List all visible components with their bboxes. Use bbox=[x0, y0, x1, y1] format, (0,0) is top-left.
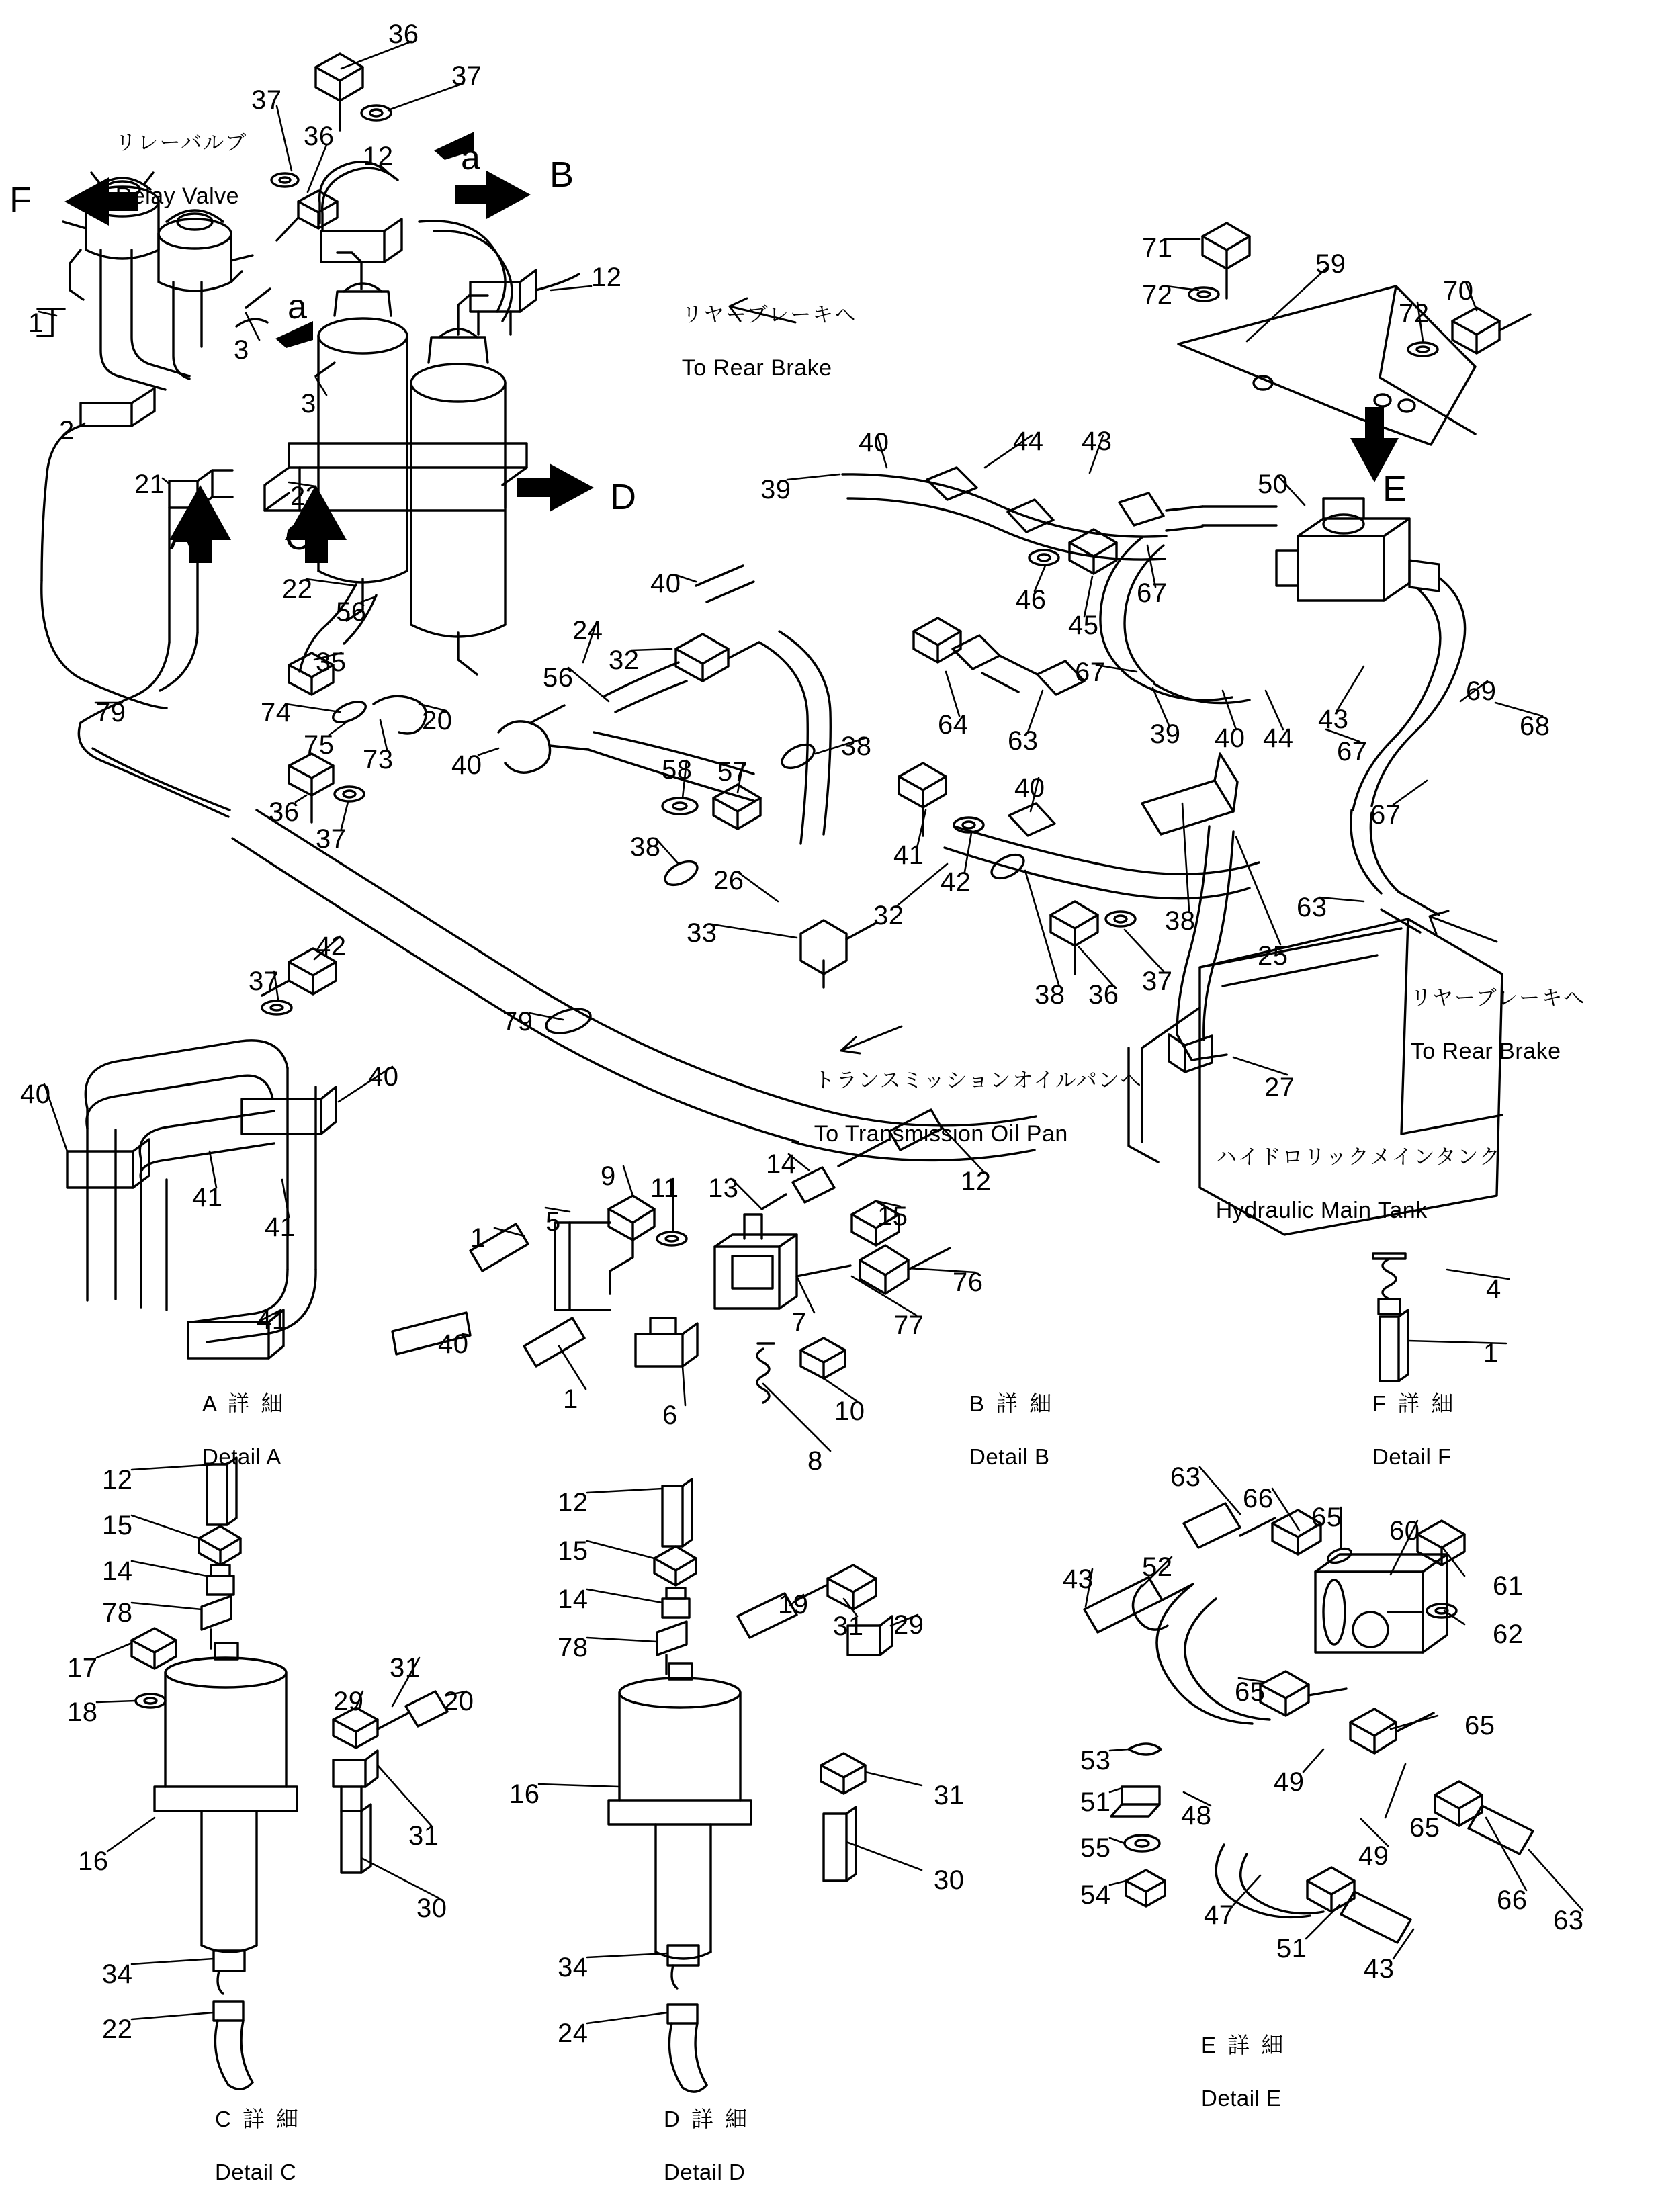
detail-title-c-en: Detail C bbox=[215, 2159, 297, 2184]
item-number: 64 bbox=[938, 710, 969, 740]
caption-to-rear-brake-top-en: To Rear Brake bbox=[681, 355, 832, 382]
item-number: 22 bbox=[282, 574, 313, 604]
item-number: 76 bbox=[953, 1268, 983, 1297]
item-number: 38 bbox=[630, 832, 661, 862]
detail-title-b-jp: B 詳 細 bbox=[969, 1390, 1055, 1416]
section-mark-b: B bbox=[550, 154, 574, 195]
item-number: 54 bbox=[1080, 1880, 1111, 1910]
section-mark-c: C bbox=[285, 517, 312, 558]
item-number: 1 bbox=[563, 1384, 578, 1414]
item-number: 21 bbox=[134, 470, 165, 499]
detail-title-b-en: Detail B bbox=[969, 1444, 1050, 1469]
item-number: 40 bbox=[859, 428, 889, 457]
item-number: 2 bbox=[59, 416, 75, 445]
item-number: 49 bbox=[1358, 1841, 1389, 1871]
item-number: 38 bbox=[1035, 980, 1065, 1010]
caption-to-transmission-oil-pan-jp: トランスミッションオイルパンへ bbox=[814, 1069, 1143, 1093]
detail-title-f bbox=[1333, 1364, 1456, 1497]
item-number: 52 bbox=[1142, 1552, 1173, 1582]
item-number: 39 bbox=[1150, 719, 1181, 749]
item-number: 47 bbox=[1204, 1900, 1235, 1930]
item-number: 38 bbox=[1165, 906, 1196, 936]
caption-relay-valve-jp: リレーバルブ bbox=[115, 131, 248, 155]
item-number: 59 bbox=[1315, 249, 1346, 279]
item-number: 37 bbox=[251, 85, 282, 115]
item-number: 63 bbox=[1297, 893, 1327, 922]
section-mark-d: D bbox=[610, 477, 637, 517]
item-number: 24 bbox=[558, 2019, 588, 2048]
item-number: 30 bbox=[417, 1894, 447, 1923]
item-number: 32 bbox=[609, 646, 640, 675]
item-number: 35 bbox=[316, 648, 347, 677]
item-number: 46 bbox=[1016, 585, 1047, 615]
item-number: 12 bbox=[363, 142, 394, 171]
item-number: 40 bbox=[20, 1079, 51, 1109]
item-number: 74 bbox=[261, 698, 292, 727]
item-number: 3 bbox=[301, 389, 316, 418]
item-number: 1 bbox=[28, 308, 44, 338]
item-number: 14 bbox=[558, 1585, 588, 1614]
item-number: 44 bbox=[1013, 427, 1044, 456]
item-number: 11 bbox=[650, 1174, 679, 1203]
section-mark-a-small-2: a bbox=[288, 287, 308, 326]
item-number: 7 bbox=[791, 1308, 807, 1337]
item-number: 12 bbox=[558, 1488, 588, 1517]
item-number: 24 bbox=[572, 616, 603, 646]
item-number: 12 bbox=[961, 1167, 992, 1196]
item-number: 57 bbox=[717, 757, 748, 787]
item-number: 65 bbox=[1311, 1503, 1342, 1532]
item-number: 33 bbox=[687, 918, 717, 948]
top-fittings bbox=[271, 54, 579, 335]
valve-50-assembly bbox=[1166, 498, 1465, 932]
item-number: 48 bbox=[1181, 1801, 1212, 1830]
detail-title-e-jp: E 詳 細 bbox=[1201, 2032, 1286, 2058]
item-number: 41 bbox=[192, 1183, 223, 1212]
detail-title-c-jp: C 詳 細 bbox=[215, 2106, 302, 2131]
detail-f-drawing bbox=[1373, 1253, 1408, 1381]
item-number: 36 bbox=[304, 122, 335, 151]
item-number: 9 bbox=[601, 1161, 616, 1191]
item-number: 16 bbox=[78, 1847, 109, 1876]
item-number: 43 bbox=[1364, 1954, 1395, 1984]
item-number: 78 bbox=[102, 1598, 133, 1628]
item-number: 56 bbox=[543, 663, 574, 693]
item-number: 69 bbox=[1466, 676, 1497, 706]
item-number: 68 bbox=[1520, 711, 1550, 741]
caption-to-rear-brake-right bbox=[1370, 957, 1585, 1092]
item-number: 40 bbox=[1014, 773, 1045, 803]
bracket-59 bbox=[1178, 223, 1530, 445]
item-number: 56 bbox=[336, 597, 367, 627]
item-number: 23 bbox=[290, 482, 321, 511]
item-number: 40 bbox=[438, 1329, 469, 1359]
item-number: 15 bbox=[558, 1536, 588, 1566]
caption-to-transmission-oil-pan bbox=[774, 1040, 1143, 1175]
item-number: 36 bbox=[1088, 980, 1119, 1010]
item-number: 53 bbox=[1080, 1746, 1111, 1775]
item-number: 43 bbox=[1082, 427, 1112, 456]
item-number: 40 bbox=[451, 750, 482, 780]
section-mark-e: E bbox=[1383, 469, 1407, 509]
item-number: 1 bbox=[470, 1223, 486, 1253]
item-number: 38 bbox=[841, 732, 872, 761]
detail-title-f-jp: F 詳 細 bbox=[1372, 1390, 1456, 1416]
item-number: 37 bbox=[451, 61, 482, 91]
item-number: 37 bbox=[316, 824, 347, 854]
item-number: 13 bbox=[708, 1174, 739, 1203]
item-number: 29 bbox=[333, 1687, 364, 1716]
section-mark-a-small: a bbox=[461, 138, 481, 177]
item-number: 25 bbox=[1258, 941, 1288, 971]
item-number: 1 bbox=[1483, 1339, 1499, 1368]
item-number: 67 bbox=[1370, 800, 1401, 830]
detail-title-d bbox=[625, 2079, 750, 2212]
right-pipe-runs bbox=[842, 468, 1259, 1060]
item-number: 73 bbox=[363, 745, 394, 775]
caption-to-rear-brake-right-jp: リヤーブレーキへ bbox=[1410, 986, 1586, 1010]
item-number: 27 bbox=[1264, 1073, 1295, 1102]
item-number: 55 bbox=[1080, 1833, 1111, 1863]
item-number: 16 bbox=[509, 1779, 540, 1809]
item-number: 43 bbox=[1063, 1564, 1094, 1594]
item-number: 10 bbox=[834, 1397, 865, 1426]
caption-hydraulic-main-tank-en: Hydraulic Main Tank bbox=[1215, 1198, 1428, 1224]
item-number: 22 bbox=[102, 2015, 133, 2044]
item-number: 29 bbox=[893, 1610, 924, 1640]
detail-title-a bbox=[163, 1364, 286, 1497]
caption-to-rear-brake-top-jp: リヤーブレーキへ bbox=[681, 303, 857, 327]
item-number: 8 bbox=[807, 1446, 823, 1476]
detail-title-e-en: Detail E bbox=[1201, 2085, 1282, 2111]
item-number: 77 bbox=[893, 1311, 924, 1340]
item-number: 60 bbox=[1389, 1516, 1420, 1546]
caption-relay-valve-en: Relay Valve bbox=[115, 183, 240, 210]
item-number: 31 bbox=[390, 1653, 421, 1683]
item-number: 62 bbox=[1493, 1620, 1524, 1649]
item-number: 79 bbox=[95, 698, 126, 727]
item-number: 37 bbox=[1142, 967, 1173, 996]
item-number: 42 bbox=[316, 932, 347, 961]
item-number: 39 bbox=[760, 475, 791, 504]
item-number: 15 bbox=[102, 1511, 133, 1540]
item-number: 70 bbox=[1443, 276, 1474, 306]
item-number: 71 bbox=[1142, 233, 1173, 263]
item-number: 65 bbox=[1235, 1677, 1266, 1707]
item-number: 61 bbox=[1493, 1571, 1524, 1601]
item-number: 36 bbox=[388, 19, 419, 49]
detail-title-e bbox=[1162, 2005, 1286, 2138]
item-number: 63 bbox=[1008, 726, 1039, 756]
item-number: 79 bbox=[502, 1007, 533, 1036]
detail-d-drawing bbox=[609, 1479, 892, 2092]
item-number: 20 bbox=[422, 706, 453, 736]
item-number: 31 bbox=[833, 1611, 864, 1641]
item-number: 12 bbox=[591, 263, 622, 292]
detail-title-a-en: Detail A bbox=[202, 1444, 281, 1469]
detail-title-d-jp: D 詳 細 bbox=[664, 2106, 750, 2131]
section-mark-a: A bbox=[169, 517, 194, 558]
item-number: 31 bbox=[934, 1781, 965, 1810]
item-number: 4 bbox=[1486, 1274, 1501, 1304]
item-number: 19 bbox=[778, 1590, 809, 1620]
item-number: 51 bbox=[1276, 1934, 1307, 1963]
item-number: 40 bbox=[1215, 723, 1245, 753]
item-number: 66 bbox=[1497, 1886, 1528, 1915]
item-number: 45 bbox=[1068, 611, 1099, 640]
item-number: 18 bbox=[67, 1697, 98, 1727]
item-number: 12 bbox=[102, 1465, 133, 1495]
item-number: 78 bbox=[558, 1633, 588, 1663]
caption-to-rear-brake-right-en: To Rear Brake bbox=[1410, 1038, 1561, 1065]
item-number: 72 bbox=[1399, 299, 1430, 328]
item-number: 65 bbox=[1464, 1711, 1495, 1740]
item-number: 34 bbox=[558, 1953, 588, 1982]
item-number: 41 bbox=[893, 840, 924, 870]
item-number: 63 bbox=[1170, 1462, 1201, 1492]
item-number: 31 bbox=[408, 1821, 439, 1851]
item-number: 67 bbox=[1137, 578, 1168, 608]
item-number: 5 bbox=[545, 1207, 561, 1237]
item-number: 26 bbox=[713, 866, 744, 895]
item-number: 67 bbox=[1075, 658, 1106, 687]
caption-hydraulic-main-tank bbox=[1176, 1116, 1501, 1251]
item-number: 15 bbox=[877, 1202, 908, 1231]
detail-a-drawing bbox=[67, 948, 470, 1358]
item-number: 34 bbox=[102, 1959, 133, 1989]
caption-hydraulic-main-tank-jp: ハイドロリックメインタンク bbox=[1215, 1145, 1501, 1169]
item-number: 40 bbox=[650, 569, 681, 599]
item-number: 17 bbox=[67, 1653, 98, 1683]
item-number: 44 bbox=[1263, 723, 1294, 753]
item-number: 41 bbox=[265, 1212, 296, 1242]
caption-relay-valve bbox=[75, 102, 247, 237]
item-number: 75 bbox=[304, 730, 335, 760]
item-number: 40 bbox=[368, 1062, 399, 1092]
detail-title-b bbox=[930, 1364, 1054, 1497]
caption-to-transmission-oil-pan-en: To Transmission Oil Pan bbox=[814, 1121, 1068, 1147]
detail-title-d-en: Detail D bbox=[664, 2159, 746, 2184]
item-number: 3 bbox=[234, 335, 249, 365]
item-number: 51 bbox=[1080, 1787, 1111, 1817]
item-number: 36 bbox=[269, 797, 300, 827]
item-number: 67 bbox=[1337, 737, 1368, 766]
item-number: 50 bbox=[1258, 470, 1288, 499]
item-number: 49 bbox=[1274, 1767, 1305, 1797]
detail-c-drawing bbox=[132, 1458, 447, 2089]
item-number: 41 bbox=[257, 1305, 288, 1335]
item-number: 37 bbox=[249, 967, 279, 996]
detail-title-f-en: Detail F bbox=[1372, 1444, 1452, 1469]
section-mark-f: F bbox=[9, 180, 32, 220]
item-number: 42 bbox=[941, 867, 971, 897]
item-number: 72 bbox=[1142, 280, 1173, 310]
caption-to-rear-brake-top bbox=[642, 274, 857, 409]
detail-title-a-jp: A 詳 細 bbox=[202, 1390, 286, 1416]
item-number: 43 bbox=[1318, 705, 1349, 734]
item-number: 58 bbox=[662, 755, 693, 785]
item-number: 65 bbox=[1409, 1813, 1440, 1843]
item-number: 20 bbox=[443, 1687, 474, 1716]
item-number: 30 bbox=[934, 1865, 965, 1895]
item-number: 66 bbox=[1243, 1484, 1274, 1513]
item-number: 32 bbox=[873, 901, 904, 930]
item-number: 14 bbox=[102, 1556, 133, 1586]
detail-title-c bbox=[176, 2079, 301, 2212]
item-number: 6 bbox=[662, 1401, 678, 1430]
item-number: 63 bbox=[1553, 1906, 1584, 1935]
item-number: 14 bbox=[766, 1149, 797, 1179]
